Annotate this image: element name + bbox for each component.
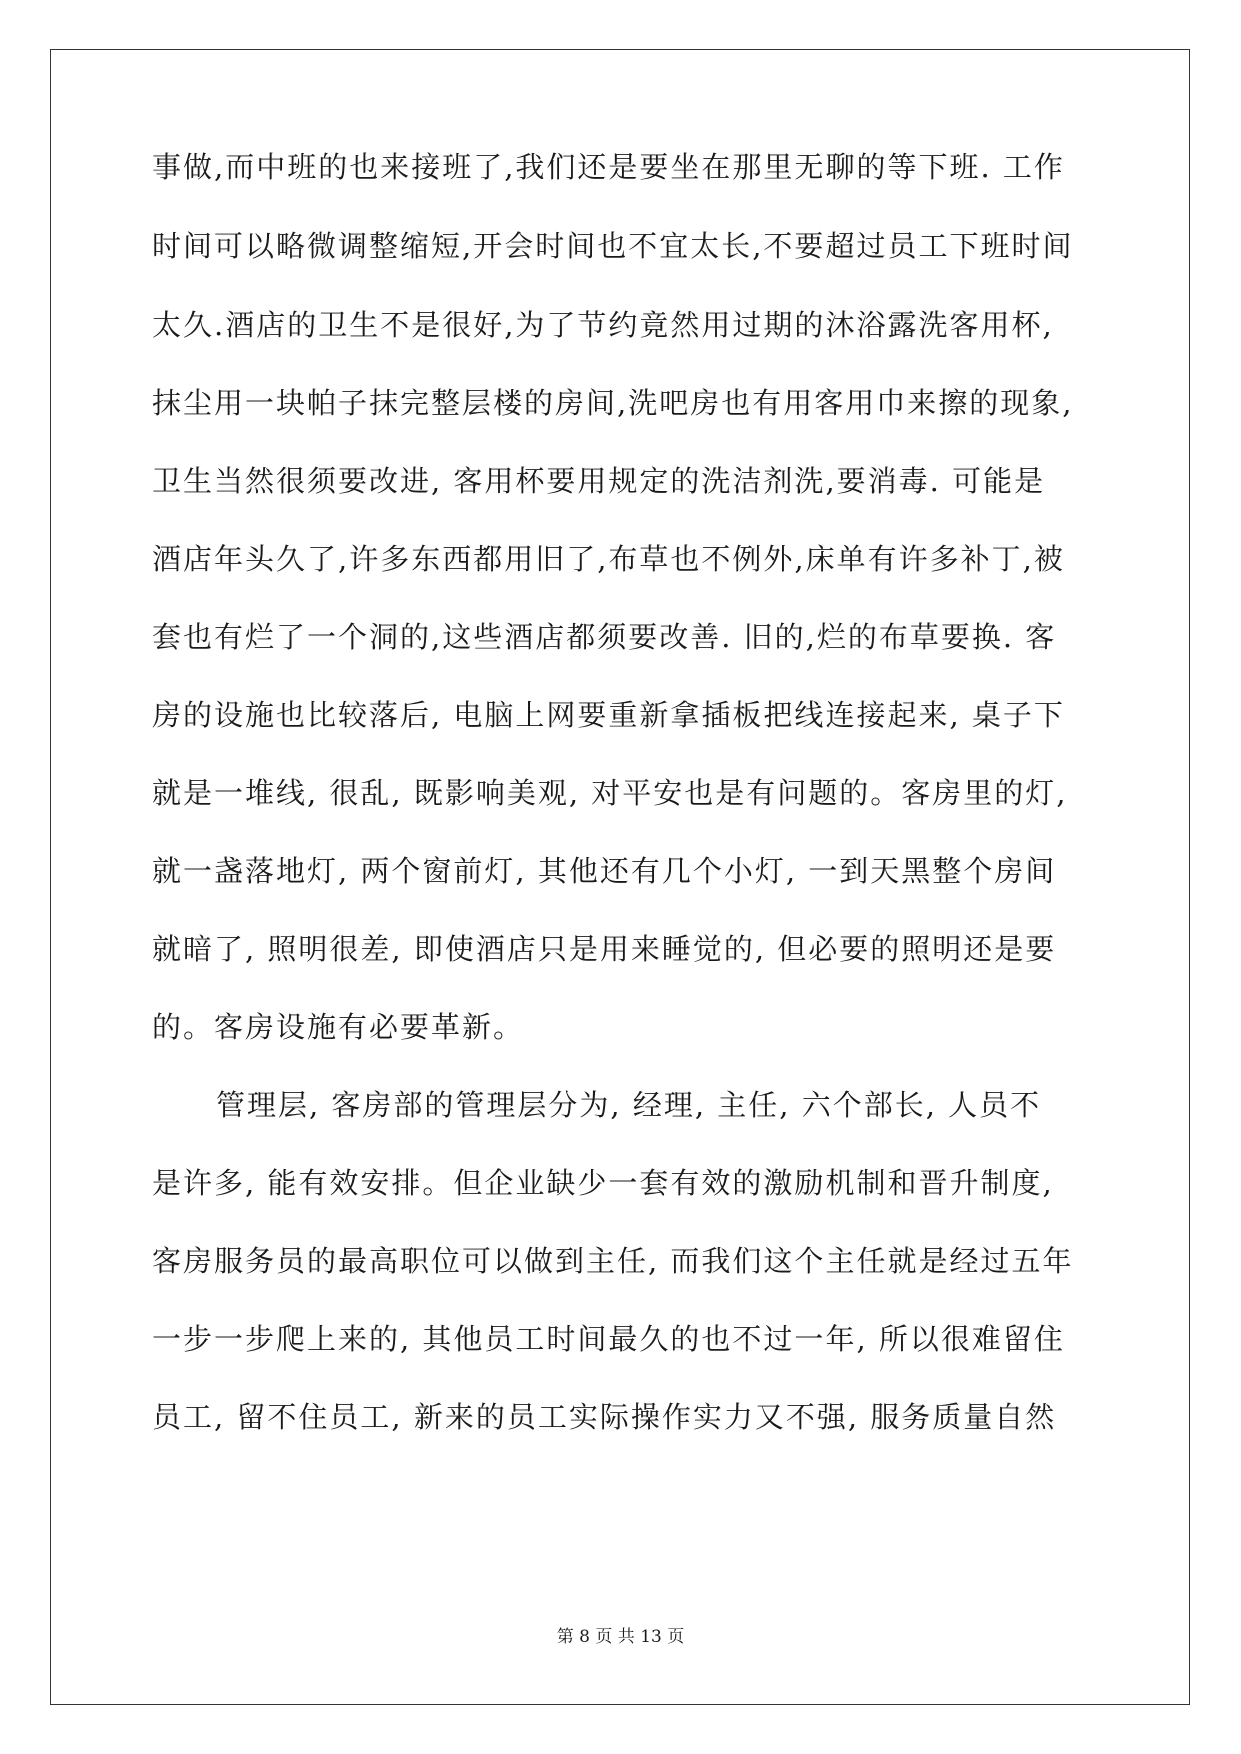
text-line: 的。客房设施有必要革新。 bbox=[152, 1010, 525, 1044]
text-line: 套也有烂了一个洞的,这些酒店都须要改善. 旧的,烂的布草要换. 客 bbox=[152, 620, 1057, 654]
text-line: 员工, 留不住员工, 新来的员工实际操作实力又不强, 服务质量自然 bbox=[152, 1400, 1057, 1434]
text-line: 就暗了, 照明很差, 即使酒店只是用来睡觉的, 但必要的照明还是要 bbox=[152, 932, 1057, 966]
text-line: 抹尘用一块帕子抹完整层楼的房间,洗吧房也有用客用巾来擦的现象, bbox=[152, 386, 1074, 420]
text-line: 酒店年头久了,许多东西都用旧了,布草也不例外,床单有许多补丁,被 bbox=[152, 542, 1065, 576]
text-line: 是许多, 能有效安排。但企业缺少一套有效的激励机制和晋升制度, bbox=[152, 1166, 1054, 1200]
text-line: 房的设施也比较落后, 电脑上网要重新拿插板把线连接起来, 桌子下 bbox=[152, 698, 1065, 732]
text-line: 事做,而中班的也来接班了,我们还是要坐在那里无聊的等下班. 工作 bbox=[152, 150, 1065, 184]
text-line: 管理层, 客房部的管理层分为, 经理, 主任, 六个部长, 人员不 bbox=[216, 1088, 1042, 1122]
text-line: 客房服务员的最高职位可以做到主任, 而我们这个主任就是经过五年 bbox=[152, 1244, 1074, 1278]
page-footer: 第 8 页 共 13 页 bbox=[556, 1627, 685, 1647]
text-line: 就是一堆线, 很乱, 既影响美观, 对平安也是有问题的。客房里的灯, bbox=[152, 776, 1068, 810]
text-line: 卫生当然很须要改进, 客用杯要用规定的洗洁剂洗,要消毒. 可能是 bbox=[152, 464, 1046, 498]
text-line: 太久.酒店的卫生不是很好,为了节约竟然用过期的沐浴露洗客用杯, bbox=[152, 308, 1054, 342]
text-line: 就一盏落地灯, 两个窗前灯, 其他还有几个小灯, 一到天黑整个房间 bbox=[152, 854, 1057, 888]
text-line: 一步一步爬上来的, 其他员工时间最久的也不过一年, 所以很难留住 bbox=[152, 1322, 1065, 1356]
text-line: 时间可以略微调整缩短,开会时间也不宜太长,不要超过员工下班时间 bbox=[152, 229, 1074, 263]
